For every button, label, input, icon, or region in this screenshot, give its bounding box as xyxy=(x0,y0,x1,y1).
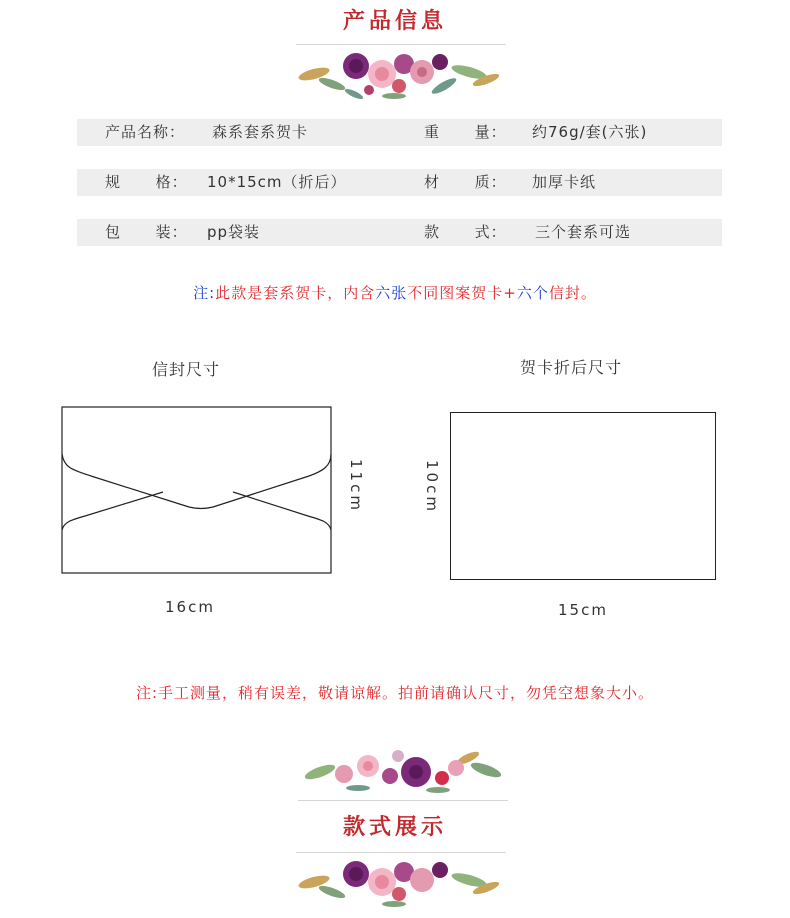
spec-value: pp袋装 xyxy=(207,223,261,241)
card-height-dimension: 10cm xyxy=(423,460,441,514)
measurement-disclaimer: 注:手工测量，稍有误差，敬请谅解。拍前请确认尺寸，勿凭空想象大小。 xyxy=(135,684,655,702)
spec-row xyxy=(77,169,722,196)
note-text: 不同图案贺卡+ xyxy=(407,284,517,302)
spec-row xyxy=(77,119,722,146)
set-note xyxy=(0,282,790,303)
spec-value: 10*15cm（折后） xyxy=(207,173,347,191)
card-width-dimension: 15cm xyxy=(558,601,608,619)
spec-label: 包 装： xyxy=(105,223,188,241)
card-diagram xyxy=(450,412,716,580)
floral-decoration-icon xyxy=(294,44,504,104)
envelope-height-dimension: 11cm xyxy=(347,459,365,513)
floral-decoration-icon xyxy=(298,738,508,798)
spec-value: 加厚卡纸 xyxy=(532,173,597,191)
envelope-width-dimension: 16cm xyxy=(165,598,215,616)
section-title-product-info: 产品信息 xyxy=(342,9,447,34)
spec-label: 产品名称： xyxy=(105,123,186,141)
note-highlight: 六个 xyxy=(516,284,549,302)
note-text: 此款是套系贺卡，内含 xyxy=(215,284,376,302)
spec-label: 款 式： xyxy=(424,223,507,241)
spec-label: 重 量： xyxy=(424,123,507,141)
section-title-styles: 款式展示 xyxy=(342,815,447,840)
envelope-diagram xyxy=(61,406,333,575)
floral-decoration-icon xyxy=(294,852,504,912)
note-highlight: 六张 xyxy=(375,284,408,302)
spec-label: 规 格： xyxy=(105,173,188,191)
envelope-size-label: 信封尺寸 xyxy=(152,360,221,379)
spec-label: 材 质： xyxy=(424,173,507,191)
spec-row xyxy=(77,219,722,246)
card-size-label: 贺卡折后尺寸 xyxy=(520,358,623,377)
spec-value: 约76g/套(六张) xyxy=(532,123,648,141)
spec-value: 森系套系贺卡 xyxy=(212,123,309,141)
note-prefix: 注: xyxy=(193,284,216,302)
note-text: 信封。 xyxy=(548,284,597,302)
title-divider xyxy=(298,800,508,801)
spec-value: 三个套系可选 xyxy=(535,223,632,241)
